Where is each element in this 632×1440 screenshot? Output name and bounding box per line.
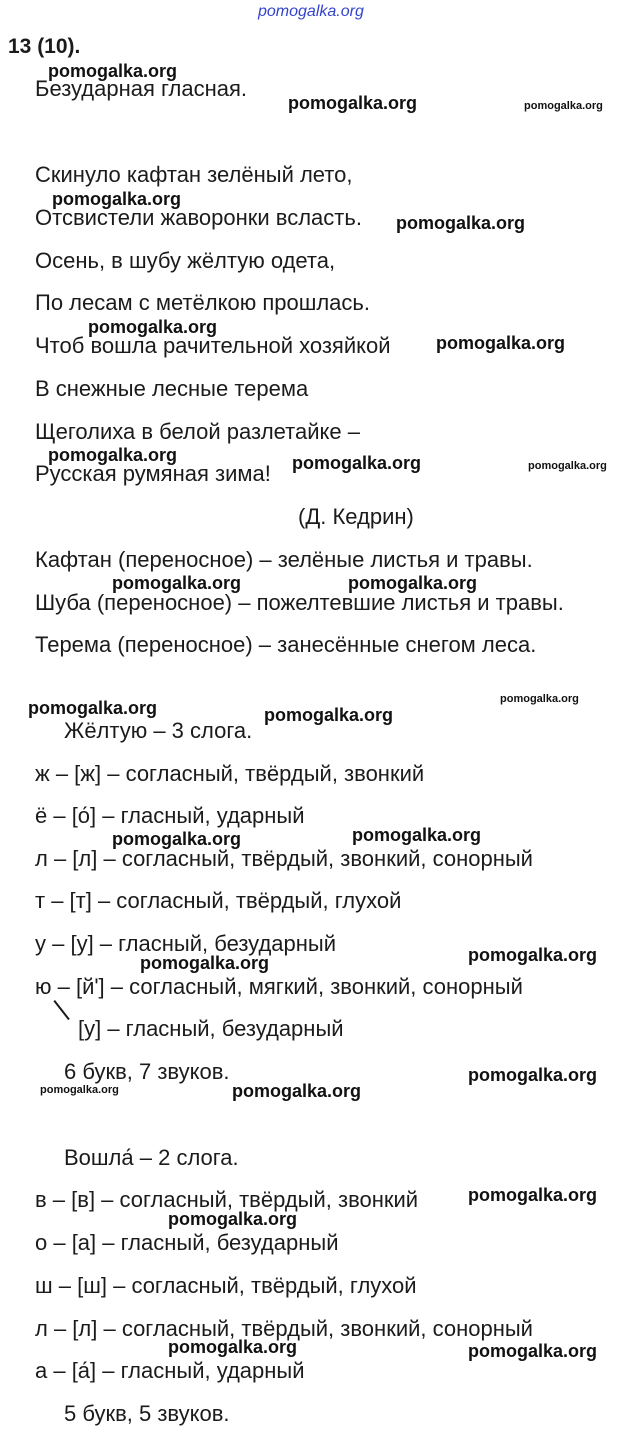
watermark: pomogalka.org [52, 189, 182, 209]
watermark: pomogalka.org [288, 93, 418, 113]
phonetic-row: ш – [ш] – согласный, твёрдый, глухой [35, 1273, 417, 1298]
topic-title: Безударная гласная. [35, 76, 248, 101]
phonetic-row: о – [а] – гласный, безударный [35, 1230, 339, 1255]
watermark: pomogalka.org [348, 573, 478, 593]
watermark: pomogalka.org [28, 698, 158, 718]
watermark: pomogalka.org [468, 945, 598, 965]
watermark: pomogalka.org [40, 1084, 119, 1096]
watermark: pomogalka.org [352, 825, 482, 845]
watermark: pomogalka.org [436, 333, 566, 353]
watermark: pomogalka.org [468, 1341, 598, 1361]
watermark: pomogalka.org [48, 445, 178, 465]
poem-line: Русская румяная зима! [35, 461, 271, 486]
branch-line [54, 1000, 70, 1020]
word-summary: 5 букв, 5 звуков. [64, 1401, 230, 1426]
watermark: pomogalka.org [88, 317, 218, 337]
word-title: Жёлтую – 3 слога. [64, 718, 253, 743]
watermark: pomogalka.org [232, 1081, 362, 1101]
poem-line: Осень, в шубу жёлтую одета, [35, 248, 336, 273]
watermark: pomogalka.org [168, 1209, 298, 1229]
word-title: Вошла́ – 2 слога. [64, 1145, 239, 1170]
phonetic-row: ж – [ж] – согласный, твёрдый, звонкий [35, 761, 425, 786]
poem-line: Отсвистели жаворонки всласть. [35, 205, 362, 230]
phonetic-row: у – [у] – гласный, безударный [35, 931, 337, 956]
phonetic-row: ё – [о́] – гласный, ударный [35, 803, 305, 828]
phonetic-row: ю – [й'] – согласный, мягкий, звонкий, сонорный [35, 974, 523, 999]
watermark: pomogalka.org [112, 573, 242, 593]
phonetic-row: т – [т] – согласный, твёрдый, глухой [35, 888, 402, 913]
phonetic-row: л – [л] – согласный, твёрдый, звонкий, сонорный [35, 1316, 533, 1341]
poem-line: В снежные лесные терема [35, 376, 309, 401]
poem-line: Щеголиха в белой разлетайке – [35, 419, 360, 444]
meaning-line: Терема (переносное) – занесённые снегом леса. [35, 632, 537, 657]
watermark-top: pomogalka.org [258, 3, 364, 20]
watermark: pomogalka.org [500, 693, 579, 705]
poem-line: Скинуло кафтан зелёный лето, [35, 162, 353, 187]
watermark: pomogalka.org [468, 1065, 598, 1085]
watermark: pomogalka.org [528, 460, 607, 472]
meaning-line: Шуба (переносное) – пожелтевшие листья и травы. [35, 590, 564, 615]
watermark: pomogalka.org [112, 829, 242, 849]
watermark: pomogalka.org [168, 1337, 298, 1357]
word-summary: 6 букв, 7 звуков. [64, 1059, 230, 1084]
watermark: pomogalka.org [140, 953, 270, 973]
watermark: pomogalka.org [292, 453, 422, 473]
watermark: pomogalka.org [468, 1185, 598, 1205]
phonetic-row: [у] – гласный, безударный [78, 1016, 344, 1041]
meaning-line: Кафтан (переносное) – зелёные листья и травы. [35, 547, 533, 572]
phonetic-row: а – [а́] – гласный, ударный [35, 1358, 305, 1383]
phonetic-row: в – [в] – согласный, твёрдый, звонкий [35, 1187, 419, 1212]
watermark: pomogalka.org [48, 61, 178, 81]
exercise-number: 13 (10). [8, 35, 81, 58]
poem-author: (Д. Кедрин) [298, 504, 414, 529]
watermark: pomogalka.org [524, 100, 603, 112]
watermark: pomogalka.org [396, 213, 526, 233]
phonetic-row: л – [л] – согласный, твёрдый, звонкий, сонорный [35, 846, 533, 871]
poem-line: По лесам с метёлкою прошлась. [35, 290, 370, 315]
watermark: pomogalka.org [264, 705, 394, 725]
poem-line: Чтоб вошла рачительной хозяйкой [35, 333, 391, 358]
